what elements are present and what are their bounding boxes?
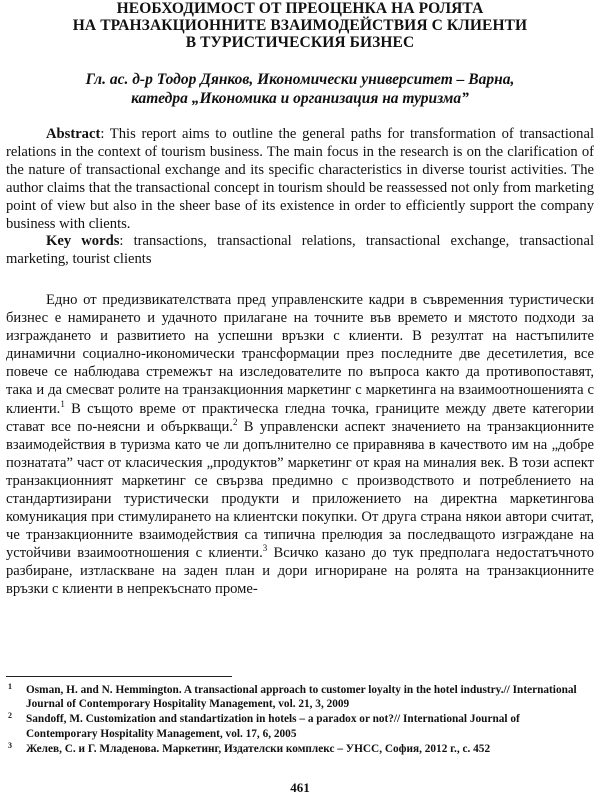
footnote-ref[interactable]: 1 <box>60 398 65 409</box>
body-text-part: В същото време от практическа гледна точка, границите между двете категории стават все по-неясни и объркващи. <box>6 400 594 435</box>
keywords-label: Key words <box>46 233 120 250</box>
footnotes <box>6 683 594 757</box>
body-text-part: Едно от предизвикателствата пред управленските кадри в съвременния туристически бизнес е намирането и удачното прилагане на точните във времето и мястото подходи за изграждането и развитието на успешни връзки с клиенти. В резултат на настъпилите динамични социално-икономически трансформации през последните две десетилетия, все повече се наблюдава стремежът на изследователите по въпроса както да противопоставят, така и да смесват ролите на транзакционния маркетинг с маркетинга на взаимоотношенията с клиенти. <box>6 292 594 417</box>
body-text-part: В управленски аспект значението на транзакционните взаимодействия в туризма като че ли допълнително се приравнява в качеството им на „добре познатата” част от класическия „продуктов” маркетинг от края на миналия век. В този аспект транзакционният маркетинг се свързва предимно с производството и потреблението на стандартизирани туристически продукти и приложението на директна маркетингова комуникация при стимулирането на клиентски покупки. От друга страна някои автори считат, че транзакционните взаимодействия са типична прелюдия за последващото изграждане на устойчиви взаимоотношения с клиенти. <box>6 418 594 561</box>
footnote-item <box>6 712 594 740</box>
paper-title <box>6 0 594 51</box>
footnote-text: Osman, H. and N. Hemmington. A transactional approach to customer loyalty in the hotel industry.// International Journal of Contemporary Hospitality Management, vol. 21, 3, 2009 <box>26 684 577 711</box>
author-line: Гл. ас. д-р Тодор Дянков, Икономически университет – Варна, <box>85 71 515 88</box>
body-paragraph <box>6 291 594 598</box>
abstract-text: : This report aims to outline the general paths for transformation of transactional relations in the context of tourism business. The main focus in the research is on the clarification of the nature of transactional exchange and its specific characteristics in diverse tourist activities. The author claims that the transactional concept in tourism should be reassessed not only from marketing point of view but also in the sheer base of its existence in order to efficiently support the company business with clients. <box>6 126 594 232</box>
keywords <box>6 233 594 269</box>
footnote-text: Sandoff, M. Customization and standartization in hotels – a paradox or not?// International Journal of Contemporary Hospitality Management, vol. 17, 6, 2005 <box>26 713 520 740</box>
page-number: 461 <box>290 780 310 795</box>
keywords-text: : transactions, transactional relations, transactional exchange, transactional marketing, tourist clients <box>6 233 594 268</box>
title-line: НА ТРАНЗАКЦИОННИТЕ ВЗАИМОДЕЙСТВИЯ С КЛИЕНТИ <box>72 17 528 34</box>
title-line: В ТУРИСТИЧЕСКИЯ БИЗНЕС <box>185 34 415 51</box>
footnote-item <box>6 742 594 756</box>
author-affiliation <box>6 70 594 108</box>
footnote-number: 3 <box>8 740 12 750</box>
footnote-text: Желев, С. и Г. Младенова. Маркетинг, Издателски комплекс – УНСС, София, 2012 г., с. 452 <box>26 742 491 755</box>
footnote-divider <box>6 676 232 677</box>
footnote-item <box>6 683 594 711</box>
footnote-ref[interactable]: 3 <box>262 542 268 553</box>
abstract-label: Abstract <box>46 126 101 142</box>
author-line: катедра „Икономика и организация на туризма” <box>131 90 469 107</box>
abstract <box>6 126 594 233</box>
footnote-number: 1 <box>8 682 12 691</box>
title-line: НЕОБХОДИМОСТ ОТ ПРЕОЦЕНКА НА РОЛЯТА <box>116 0 484 17</box>
body-text-part: Всичко казано до тук предполага недостатъчното разбиране, изтласкване на заден план и дори игнориране на ролята на транзакционните връзки с клиенти в непрекъснато проме- <box>6 544 594 597</box>
footnote-number: 2 <box>8 711 12 721</box>
footnote-ref[interactable]: 2 <box>232 416 238 427</box>
